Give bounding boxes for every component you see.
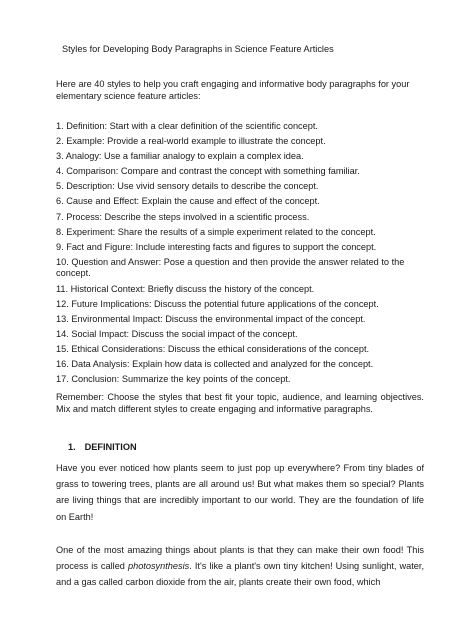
list-item: 9. Fact and Figure: Include interesting facts and figures to support the concept. <box>56 241 377 252</box>
section-number: 1. <box>68 442 76 452</box>
remember-paragraph: Remember: Choose the styles that best fit your topic, audience, and learning objectives. Mix and match different styles to create engaging and informative paragraphs. <box>56 392 424 414</box>
list-item: 10. Question and Answer: Pose a question and then provide the answer related to the concept. <box>56 256 405 279</box>
list-item: 15. Ethical Considerations: Discuss the ethical considerations of the concept. <box>56 343 370 354</box>
list-item: 5. Description: Use vivid sensory details to describe the concept. <box>56 181 319 192</box>
list-item: 17. Conclusion: Summarize the key points of the concept. <box>56 374 291 385</box>
list-item: 4. Comparison: Compare and contrast the concept with something familiar. <box>56 166 360 177</box>
list-item: 14. Social Impact: Discuss the social impact of the concept. <box>56 328 298 339</box>
list-item: 7. Process: Describe the steps involved in a scientific process. <box>56 211 310 222</box>
paragraph-text: . It's like a plant's own tiny kitchen! Using sunlight, water, and a gas called carbon dioxide from the air, plants create their own food, which <box>56 561 424 588</box>
section-heading <box>68 442 137 454</box>
paragraph-text: One of the most amazing things about plants is that they can make their own food! This process is called <box>56 545 424 572</box>
body-paragraph-1: Have you ever noticed how plants seem to just pop up everywhere? From tiny blades of grass to towering trees, plants are all around us! But what makes them so special? Plants are living things that are incredibly important to our world. They are the foundation of life on Earth! <box>56 463 424 522</box>
list-item: 3. Analogy: Use a familiar analogy to explain a complex idea. <box>56 151 304 162</box>
section-heading-text: DEFINITION <box>84 442 137 452</box>
list-item: 8. Experiment: Share the results of a simple experiment related to the concept. <box>56 226 376 237</box>
intro-paragraph: Here are 40 styles to help you craft engaging and informative body paragraphs for your elementary science feature articles: <box>56 79 410 101</box>
list-item: 1. Definition: Start with a clear definition of the scientific concept. <box>56 121 318 131</box>
document-title: Styles for Developing Body Paragraphs in Science Feature Articles <box>62 44 334 54</box>
list-item: 13. Environmental Impact: Discuss the environmental impact of the concept. <box>56 313 366 324</box>
list-item: 11. Historical Context: Briefly discuss the history of the concept. <box>56 283 315 294</box>
styles-list <box>56 121 424 389</box>
emphasis-term: photosynthesis <box>127 561 190 572</box>
list-item: 12. Future Implications: Discuss the potential future applications of the concept. <box>56 298 379 309</box>
list-item: 6. Cause and Effect: Explain the cause and effect of the concept. <box>56 196 320 207</box>
body-paragraph-2 <box>56 542 424 591</box>
list-item: 16. Data Analysis: Explain how data is collected and analyzed for the concept. <box>56 359 374 369</box>
list-item: 2. Example: Provide a real-world example to illustrate the concept. <box>56 136 326 147</box>
